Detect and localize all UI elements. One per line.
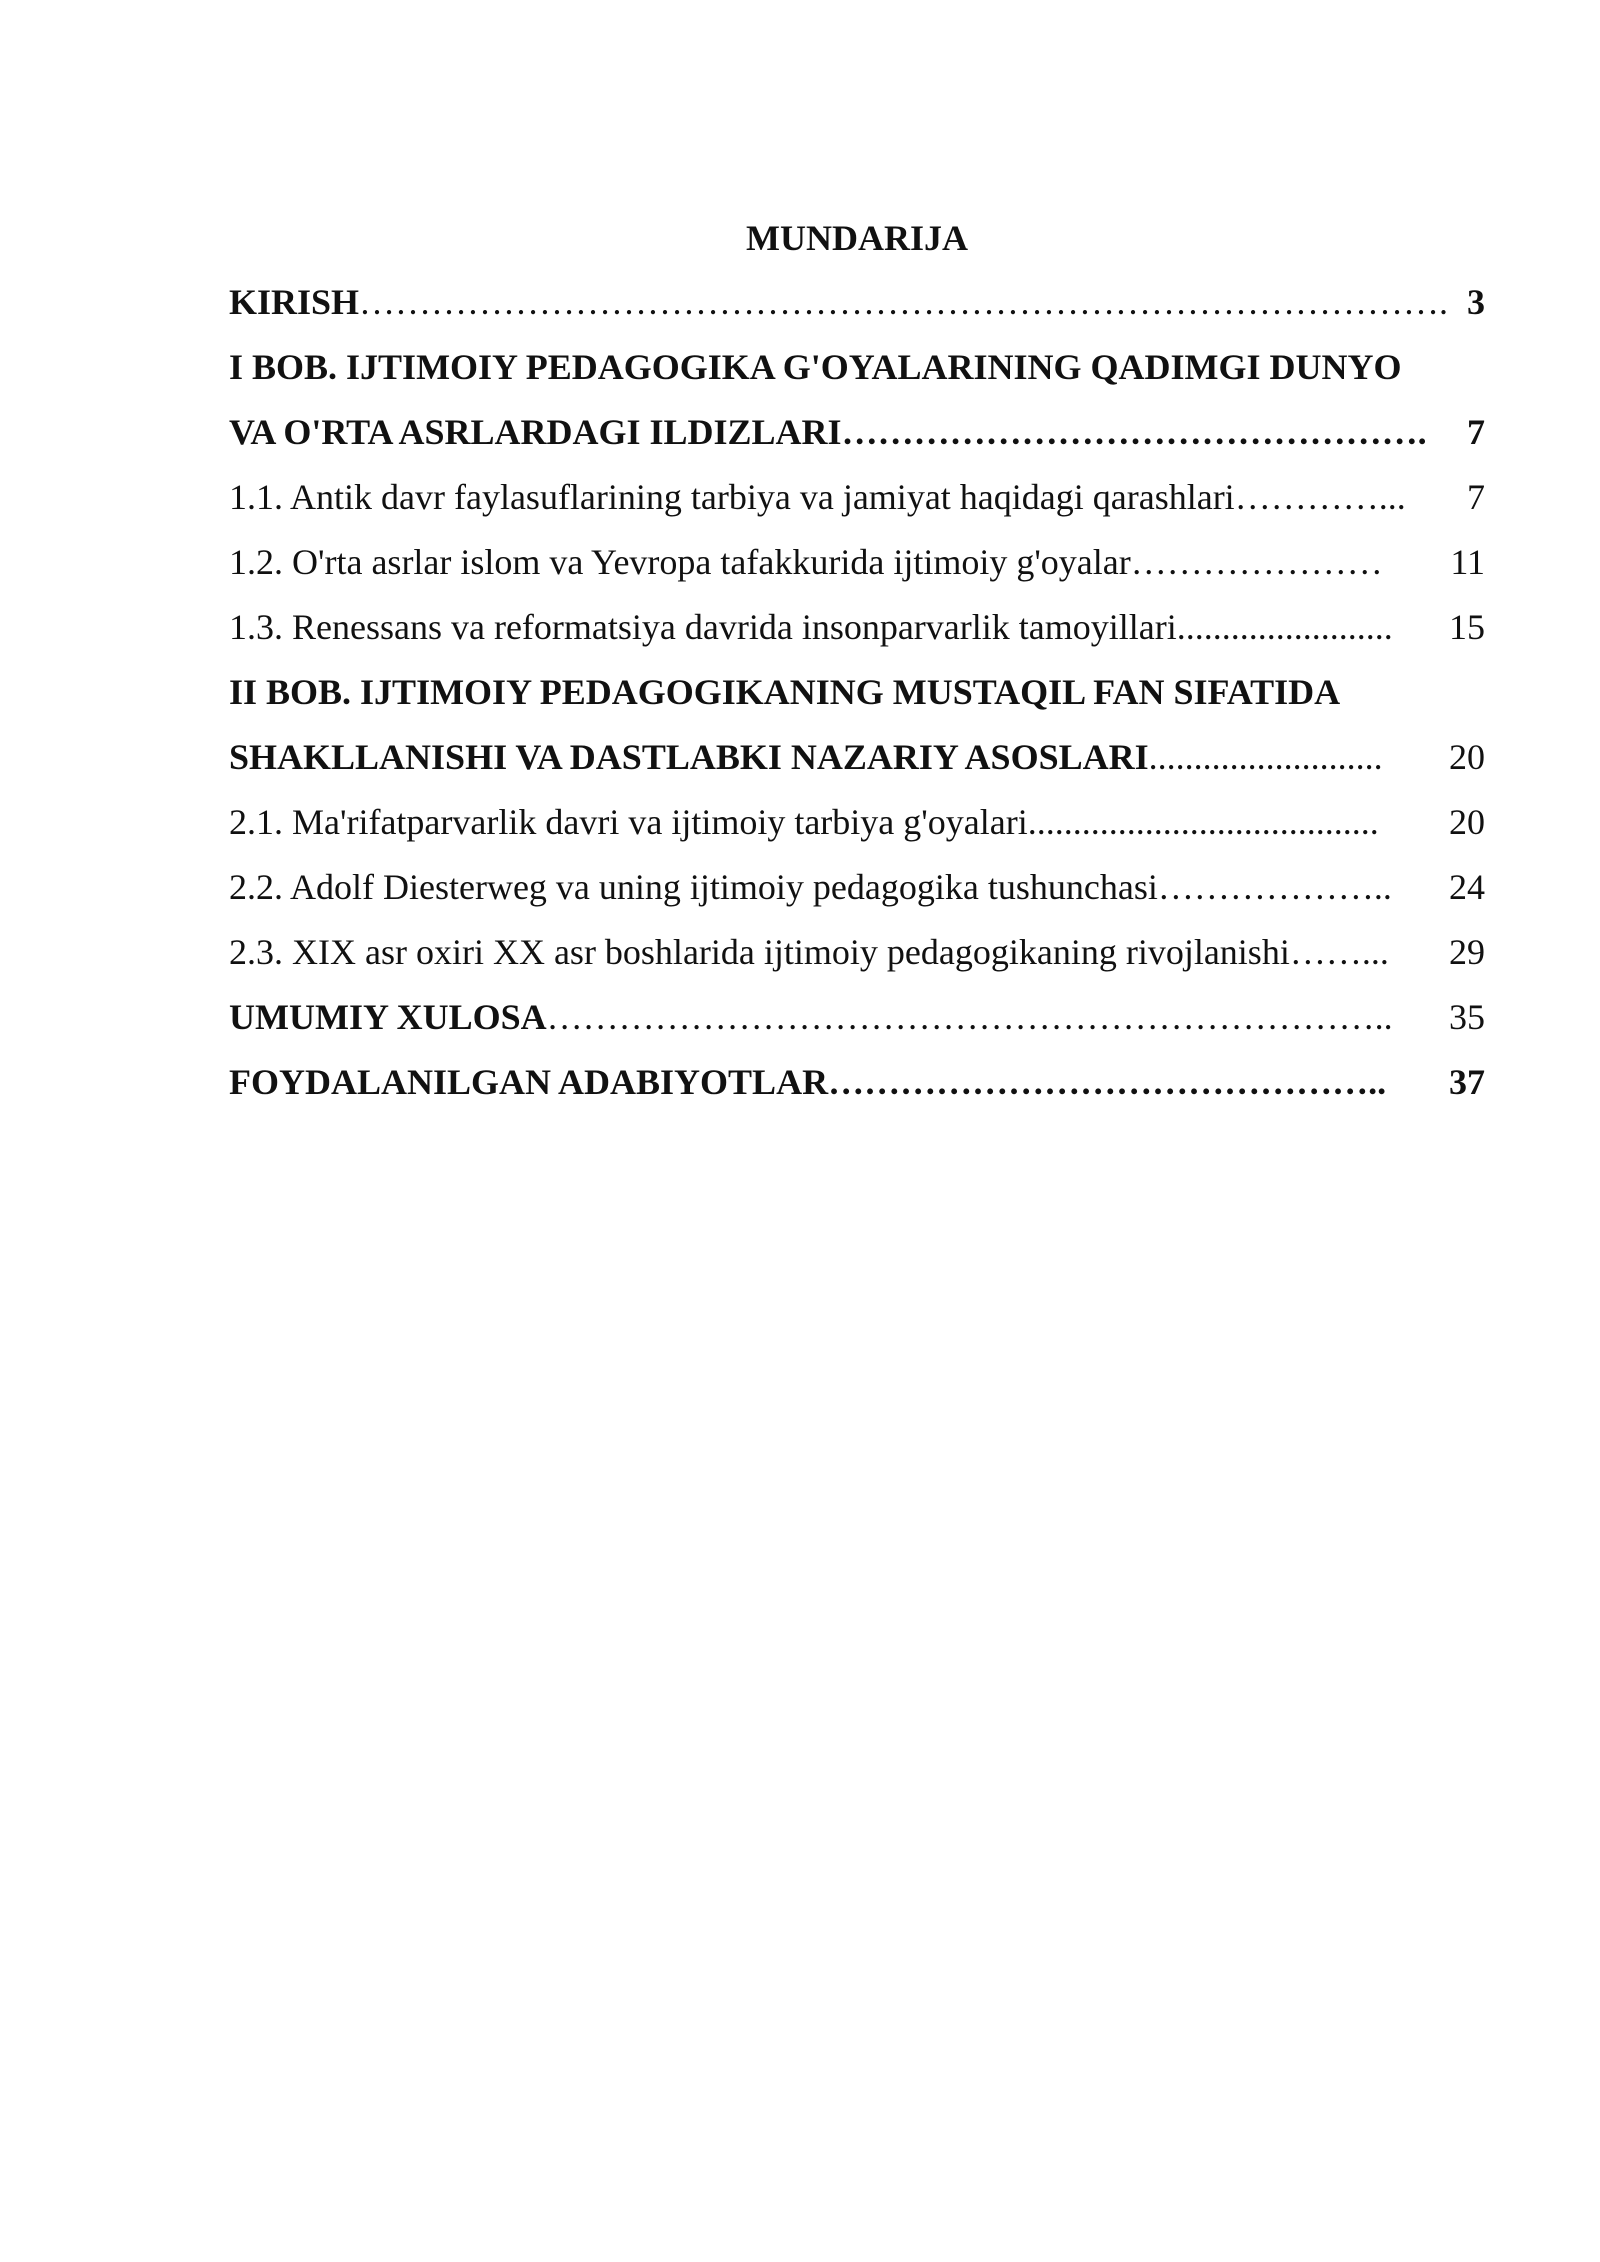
toc-entry-chapter-2-line-1 — [229, 660, 1485, 725]
toc-entry-section-1-2 — [229, 530, 1485, 595]
toc-entry-leader: ……………………………………….. — [828, 1062, 1387, 1102]
toc-entry-text: 1.1. Antik davr faylasuflarining tarbiya va jamiyat haqidagi qarashlari — [229, 477, 1235, 517]
toc-entry-text: 2.2. Adolf Diesterweg va uning ijtimoiy pedagogika tushunchasi — [229, 867, 1158, 907]
toc-entry-text: 2.3. XIX asr oxiri XX asr boshlarida ijtimoiy pedagogikaning rivojlanishi — [229, 932, 1290, 972]
toc-entry-section-2-1 — [229, 790, 1485, 855]
toc-entry-chapter-2-line-2 — [229, 725, 1485, 790]
toc-title: MUNDARIJA — [746, 218, 968, 258]
toc-entry-section-1-1 — [229, 465, 1485, 530]
toc-entry-section-1-3 — [229, 595, 1485, 660]
toc-entry-page: 11 — [1450, 542, 1485, 582]
toc-entry-page: 35 — [1449, 997, 1485, 1037]
toc-entry-text: I BOB. IJTIMOIY PEDAGOGIKA G'OYALARINING QADIMGI DUNYO — [229, 347, 1402, 387]
toc-entry-leader: ....................................... — [1027, 802, 1379, 842]
toc-entry-leader: …………………………………………………………….. — [546, 997, 1393, 1037]
toc-entry-leader: .......................... — [1148, 737, 1383, 777]
toc-entry-conclusion — [229, 985, 1485, 1050]
toc-entry-page: 20 — [1449, 737, 1485, 777]
toc-entry-text: VA O'RTA ASRLARDAGI ILDIZLARI — [229, 412, 842, 452]
toc-entry-text: KIRISH — [229, 282, 360, 322]
toc-entry-page: 15 — [1449, 607, 1485, 647]
toc-entry-leader: …………………………………………. — [841, 412, 1427, 452]
toc-entry-section-2-2 — [229, 855, 1485, 920]
toc-entry-text: 2.1. Ma'rifatparvarlik davri va ijtimoiy tarbiya g'oyalari — [229, 802, 1028, 842]
toc-entry-leader: ……………….. — [1157, 867, 1392, 907]
toc-entry-leader: …………... — [1234, 477, 1406, 517]
toc-entry-page: 20 — [1449, 802, 1485, 842]
toc-entry-page: 7 — [1467, 477, 1485, 517]
toc-entry-text: II BOB. IJTIMOIY PEDAGOGIKANING MUSTAQIL FAN SIFATIDA — [229, 672, 1341, 712]
toc-entry-section-2-3 — [229, 920, 1485, 985]
toc-entry-page: 24 — [1449, 867, 1485, 907]
toc-entry-leader: ………………… — [1130, 542, 1383, 582]
toc-entry-page: 3 — [1467, 282, 1485, 322]
toc-entry-text: FOYDALANILGAN ADABIYOTLAR — [229, 1062, 829, 1102]
toc-entry-page: 37 — [1449, 1062, 1485, 1102]
toc-entry-page: 29 — [1449, 932, 1485, 972]
toc-entry-text: 1.2. O'rta asrlar islom va Yevropa tafakkurida ijtimoiy g'oyalar — [229, 542, 1131, 582]
toc-entry-page: 7 — [1467, 412, 1485, 452]
toc-entry-references — [229, 1050, 1485, 1115]
toc-entry-text: UMUMIY XULOSA — [229, 997, 547, 1037]
toc-entry-text: SHAKLLANISHI VA DASTLABKI NAZARIY ASOSLARI — [229, 737, 1149, 777]
toc-entry-chapter-1-line-1 — [229, 335, 1485, 400]
toc-entry-kirish — [229, 270, 1485, 335]
toc-entry-chapter-1-line-2 — [229, 400, 1485, 465]
toc-entry-leader: ........................ — [1176, 607, 1393, 647]
toc-entry-leader: ……... — [1289, 932, 1389, 972]
toc-entry-leader: ………………………………………………………………………………. — [359, 282, 1449, 322]
table-of-contents — [229, 212, 1485, 1115]
toc-entry-text: 1.3. Renessans va reformatsiya davrida insonparvarlik tamoyillari — [229, 607, 1177, 647]
